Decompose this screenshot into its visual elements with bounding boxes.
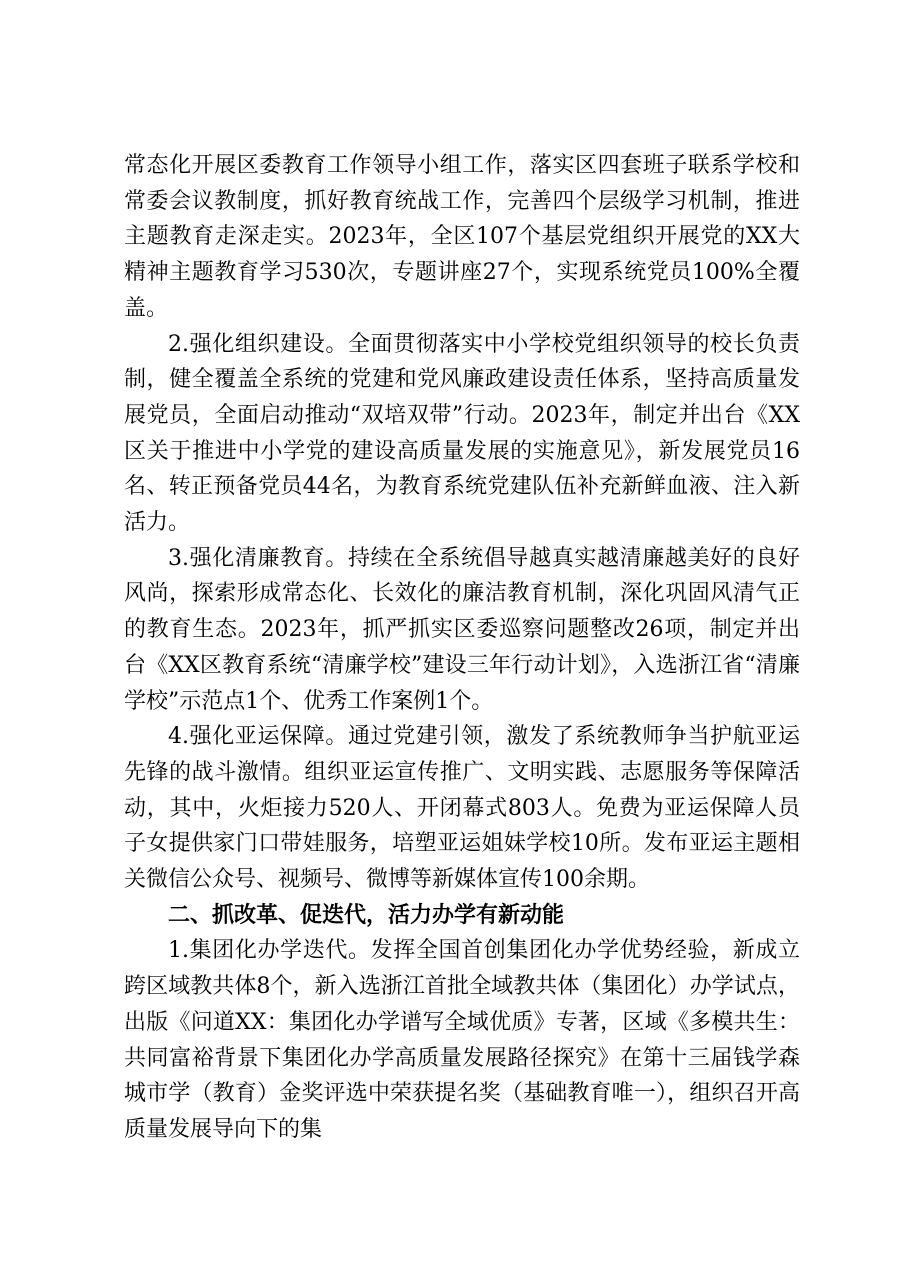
paragraph-item-2: 2.强化组织建设。全面贯彻落实中小学校党组织领导的校长负责制，健全覆盖全系统的党建和党风廉政建设责任体系，坚持高质量发展党员，全面启动推动“双培双带”行动。2023年，制定并出台《XX区关于推进中小学党的建设高质量发展的实施意见》，新发展党员16名、转正预备党员44名，为教育系统党建队伍补充新鲜血液、注入新活力。 [124,331,800,536]
paragraph-continuation: 常态化开展区委教育工作领导小组工作，落实区四套班子联系学校和常委会议教制度，抓好教育统战工作，完善四个层级学习机制，推进主题教育走深走实。2023年，全区107个基层党组织开展党的XX大精神主题教育学习530次，专题讲座27个，实现系统党员100%全覆盖。 [124,153,800,321]
document-body [124,148,800,1148]
paragraph-item-4: 4.强化亚运保障。通过党建引领，激发了系统教师争当护航亚运先锋的战斗激情。组织亚运宣传推广、文明实践、志愿服务等保障活动，其中，火炬接力520人、开闭幕式803人。免费为亚运保障人员子女提供家门口带娃服务，培塑亚运姐妹学校10所。发布亚运主题相关微信公众号、视频号、微博等新媒体宣传100余期。 [124,724,800,893]
paragraph-item-3: 3.强化清廉教育。持续在全系统倡导越真实越清廉越美好的良好风尚，探索形成常态化、长效化的廉洁教育机制，深化巩固风清气正的教育生态。2023年，抓严抓实区委巡察问题整改26项，制定并出台《XX区教育系统“清廉学校”建设三年行动计划》，入选浙江省“清廉学校”示范点1个、优秀工作案例1个。 [124,545,801,714]
section-heading: 二、抓改革、促迭代，活力办学有新动能 [168,902,565,928]
paragraph-item-1: 1.集团化办学迭代。发挥全国首创集团化办学优势经验，新成立跨区域教共体8个，新入选浙江首批全域教共体（集团化）办学试点，出版《问道XX：集团化办学谱写全域优质》专著，区域《多模共生：共同富裕背景下集团化办学高质量发展路径探究》在第十三届钱学森城市学（教育）金奖评选中荣获提名奖（基础教育唯一），组织召开高质量发展导向下的集 [124,938,800,1142]
